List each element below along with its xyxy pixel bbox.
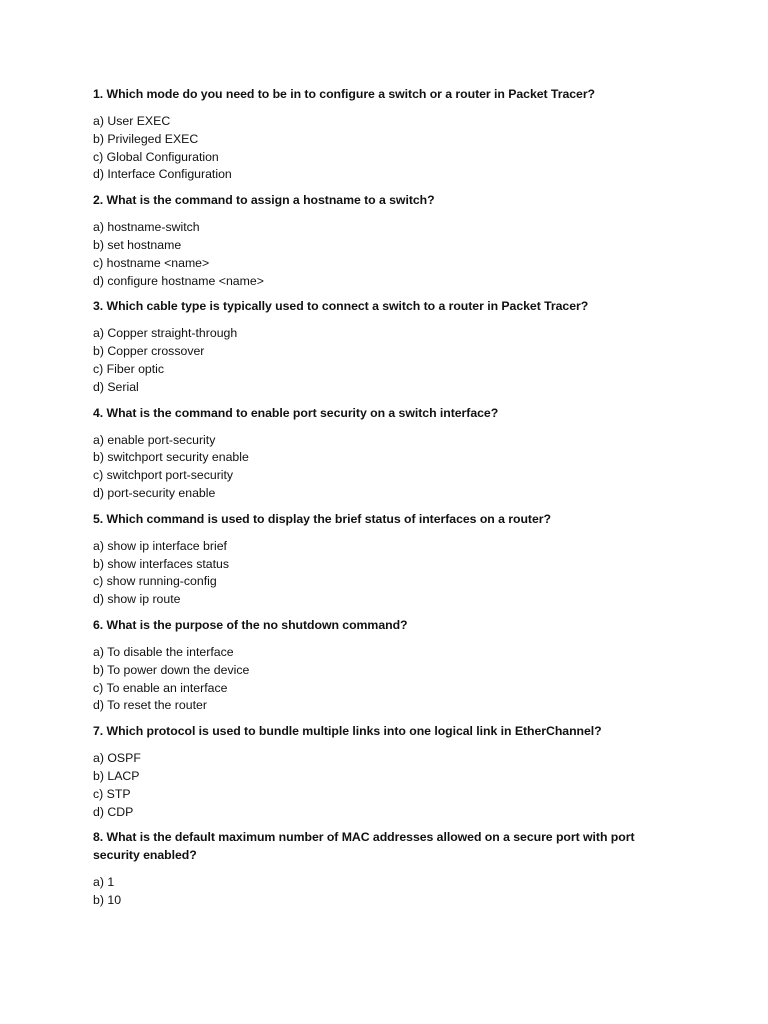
question-text: 4. What is the command to enable port security on a switch interface? — [93, 405, 499, 420]
question-text: 7. Which protocol is used to bundle multiple links into one logical link in EtherChannel? — [93, 724, 602, 739]
answer-option: c) STP — [93, 786, 131, 801]
answer-option: b) show interfaces status — [93, 556, 230, 571]
quiz-content — [93, 86, 683, 917]
answer-option: a) To disable the interface — [93, 644, 234, 659]
answer-options — [93, 750, 683, 821]
question-text: 6. What is the purpose of the no shutdown command? — [93, 617, 408, 632]
answer-option: c) switchport port-security — [93, 468, 234, 483]
answer-option: a) 1 — [93, 874, 115, 889]
answer-option: c) hostname <name> — [93, 255, 210, 270]
answer-options — [93, 219, 683, 290]
question-text: 3. Which cable type is typically used to connect a switch to a router in Packet Tracer? — [93, 299, 589, 314]
answer-option: a) OSPF — [93, 751, 141, 766]
question-text: 5. Which command is used to display the brief status of interfaces on a router? — [93, 511, 551, 526]
question-text: 1. Which mode do you need to be in to configure a switch or a router in Packet Tracer? — [93, 87, 596, 101]
answer-option: b) 10 — [93, 892, 122, 907]
answer-option: c) Fiber optic — [93, 361, 165, 376]
answer-option: d) CDP — [93, 804, 134, 819]
question-1 — [93, 86, 683, 184]
answer-option: a) Copper straight-through — [93, 326, 238, 341]
answer-option: b) Copper crossover — [93, 344, 205, 359]
question-4 — [93, 405, 683, 503]
answer-option: d) configure hostname <name> — [93, 273, 264, 288]
answer-option: b) To power down the device — [93, 662, 250, 677]
answer-option: a) show ip interface brief — [93, 538, 227, 553]
answer-option: c) show running-config — [93, 574, 217, 589]
question-6 — [93, 617, 683, 715]
question-2 — [93, 192, 683, 290]
answer-option: a) enable port-security — [93, 432, 216, 447]
answer-option: b) Privileged EXEC — [93, 131, 199, 146]
answer-option: a) hostname-switch — [93, 220, 200, 235]
question-text: 8. What is the default maximum number of MAC addresses allowed on a secure port with port security enabled? — [93, 830, 635, 862]
answer-option: d) Serial — [93, 379, 139, 394]
answer-options — [93, 113, 683, 184]
answer-options — [93, 325, 683, 396]
question-5 — [93, 511, 683, 609]
answer-option: d) Interface Configuration — [93, 167, 232, 182]
answer-options — [93, 432, 683, 503]
answer-option: b) set hostname — [93, 237, 182, 252]
question-8 — [93, 829, 683, 909]
answer-option: d) show ip route — [93, 592, 181, 607]
answer-option: a) User EXEC — [93, 114, 171, 128]
answer-options — [93, 644, 683, 715]
answer-option: c) Global Configuration — [93, 149, 219, 164]
answer-options — [93, 538, 683, 609]
question-3 — [93, 298, 683, 396]
answer-option: c) To enable an interface — [93, 680, 228, 695]
answer-option: b) switchport security enable — [93, 450, 249, 465]
answer-options — [93, 874, 683, 910]
answer-option: d) To reset the router — [93, 698, 207, 713]
question-text: 2. What is the command to assign a hostname to a switch? — [93, 193, 435, 208]
answer-option: d) port-security enable — [93, 485, 216, 500]
answer-option: b) LACP — [93, 768, 140, 783]
question-7 — [93, 723, 683, 821]
